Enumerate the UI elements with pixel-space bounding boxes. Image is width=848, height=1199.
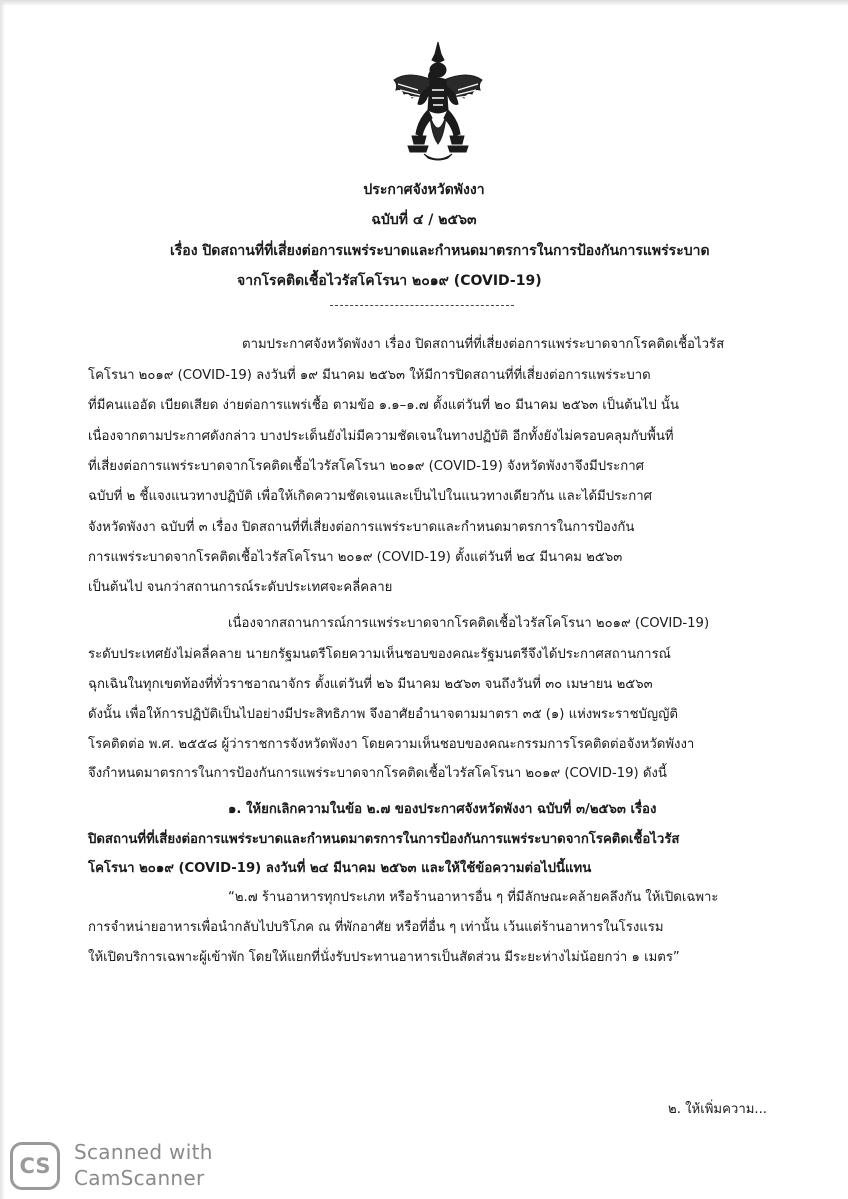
watermark-line-2: CamScanner (74, 1166, 205, 1190)
text-line: การแพร่ระบาดจากโรคติดเชื้อไวรัสโคโรนา ๒๐๑๙ (COVID-19) ตั้งแต่วันที่ ๒๔ มีนาคม ๒๕๖๓ (88, 550, 623, 565)
text-line: ระดับประเทศยังไม่คลี่คลาย นายกรัฐมนตรีโดยความเห็นชอบของคณะรัฐมนตรีจึงได้ประกาศสถานการณ์ (88, 647, 671, 662)
text-line: “๒.๗ ร้านอาหารทุกประเภท หรือร้านอาหารอื่น ๆ ที่มีลักษณะคล้ายคลึงกัน ให้เปิดเฉพาะ (228, 890, 719, 905)
text-line: ดังนั้น เพื่อให้การปฏิบัติเป็นไปอย่างมีประสิทธิภาพ จึงอาศัยอำนาจตามมาตรา ๓๕ (๑) แห่งพระราชบัญญัติ (88, 707, 678, 722)
issue-number: ฉบับที่ ๔ / ๒๕๖๓ (371, 212, 477, 228)
text-line: จึงกำหนดมาตรการในการป้องกันการแพร่ระบาดจากโรคติดเชื้อไวรัสโคโรนา ๒๐๑๙ (COVID-19) ดังนี้ (88, 766, 667, 781)
text-line: เนื่องจากตามประกาศดังกล่าว บางประเด็นยังไม่มีความชัดเจนในทางปฏิบัติ อีกทั้งยังไม่ครอบคลุมกับพื้นที่ (88, 429, 674, 444)
text-line: ตามประกาศจังหวัดพังงา เรื่อง ปิดสถานที่ที่เสี่ยงต่อการแพร่ระบาดจากโรคติดเชื้อไวรัส (242, 337, 725, 352)
text-line: ให้เปิดบริการเฉพาะผู้เข้าพัก โดยให้แยกที่นั่งรับประทานอาหารเป็นสัดส่วน มีระยะห่างไม่น้อยกว่า ๑ เมตร” (88, 950, 680, 965)
text-line: ที่มีคนแออัด เบียดเสียด ง่ายต่อการแพร่เชื้อ ตามข้อ ๑.๑–๑.๗ ตั้งแต่วันที่ ๒๐ มีนาคม ๒๕๖๓ เป็นต้นไป นั้น (88, 398, 679, 413)
subject-line: เรื่อง ปิดสถานที่ที่เสี่ยงต่อการแพร่ระบาดและกำหนดมาตรการในการป้องกันการแพร่ระบาด (170, 243, 710, 259)
text-line: เนื่องจากสถานการณ์การแพร่ระบาดจากโรคติดเชื้อไวรัสโคโรนา ๒๐๑๙ (COVID-19) (228, 616, 710, 631)
camscanner-logo-icon: CS (10, 1142, 60, 1190)
text-line: โรคติดต่อ พ.ศ. ๒๕๕๘ ผู้ว่าราชการจังหวัดพังงา โดยความเห็นชอบของคณะกรรมการโรคติดต่อจังหวัดพังงา (88, 737, 695, 752)
text-line: ฉุกเฉินในทุกเขตท้องที่ทั่วราชอาณาจักร ตั้งแต่วันที่ ๒๖ มีนาคม ๒๕๖๓ จนถึงวันที่ ๓๐ เมษายน ๒๕๖๓ (88, 677, 653, 692)
divider (330, 305, 514, 306)
text-line: โคโรนา ๒๐๑๙ (COVID-19) ลงวันที่ ๒๔ มีนาคม ๒๕๖๓ และให้ใช้ข้อความต่อไปนี้แทน (88, 861, 592, 876)
text-line: ปิดสถานที่ที่เสี่ยงต่อการแพร่ระบาดและกำหนดมาตรการในการป้องกันการแพร่ระบาดจากโรคติดเชื้อไวรัส (88, 832, 680, 847)
garuda-emblem-icon (388, 40, 488, 164)
text-line: ฉบับที่ ๒ ชี้แจงแนวทางปฏิบัติ เพื่อให้เกิดความชัดเจนและเป็นไปในแนวทางเดียวกัน และได้มีประกาศ (88, 489, 653, 504)
subject-line: จากโรคติดเชื้อไวรัสโคโรนา ๒๐๑๙ (COVID-19) (237, 273, 542, 289)
scan-edge (0, 0, 848, 6)
text-line: ๑. ให้ยกเลิกความในข้อ ๒.๗ ของประกาศจังหวัดพังงา ฉบับที่ ๓/๒๕๖๓ เรื่อง (228, 802, 657, 817)
text-line: เป็นต้นไป จนกว่าสถานการณ์ระดับประเทศจะคลี่คลาย (88, 580, 393, 595)
document-title: ประกาศจังหวัดพังงา (363, 182, 485, 198)
text-line: จังหวัดพังงา ฉบับที่ ๓ เรื่อง ปิดสถานที่ที่เสี่ยงต่อการแพร่ระบาดและกำหนดมาตรการในการป้องกัน (88, 520, 635, 535)
page-continuation: ๒. ให้เพิ่มความ... (668, 1102, 768, 1117)
text-line: การจำหน่ายอาหารเพื่อนำกลับไปบริโภค ณ ที่พักอาศัย หรือที่อื่น ๆ เท่านั้น เว้นแต่ร้านอาหารในโรงแรม (88, 920, 664, 935)
watermark-line-1: Scanned with (74, 1140, 213, 1164)
text-line: ที่เสี่ยงต่อการแพร่ระบาดจากโรคติดเชื้อไวรัสโคโรนา ๒๐๑๙ (COVID-19) จังหวัดพังงาจึงมีประกาศ (88, 459, 644, 474)
text-line: โคโรนา ๒๐๑๙ (COVID-19) ลงวันที่ ๑๙ มีนาคม ๒๕๖๓ ให้มีการปิดสถานที่ที่เสี่ยงต่อการแพร่ระบาด (88, 368, 651, 383)
